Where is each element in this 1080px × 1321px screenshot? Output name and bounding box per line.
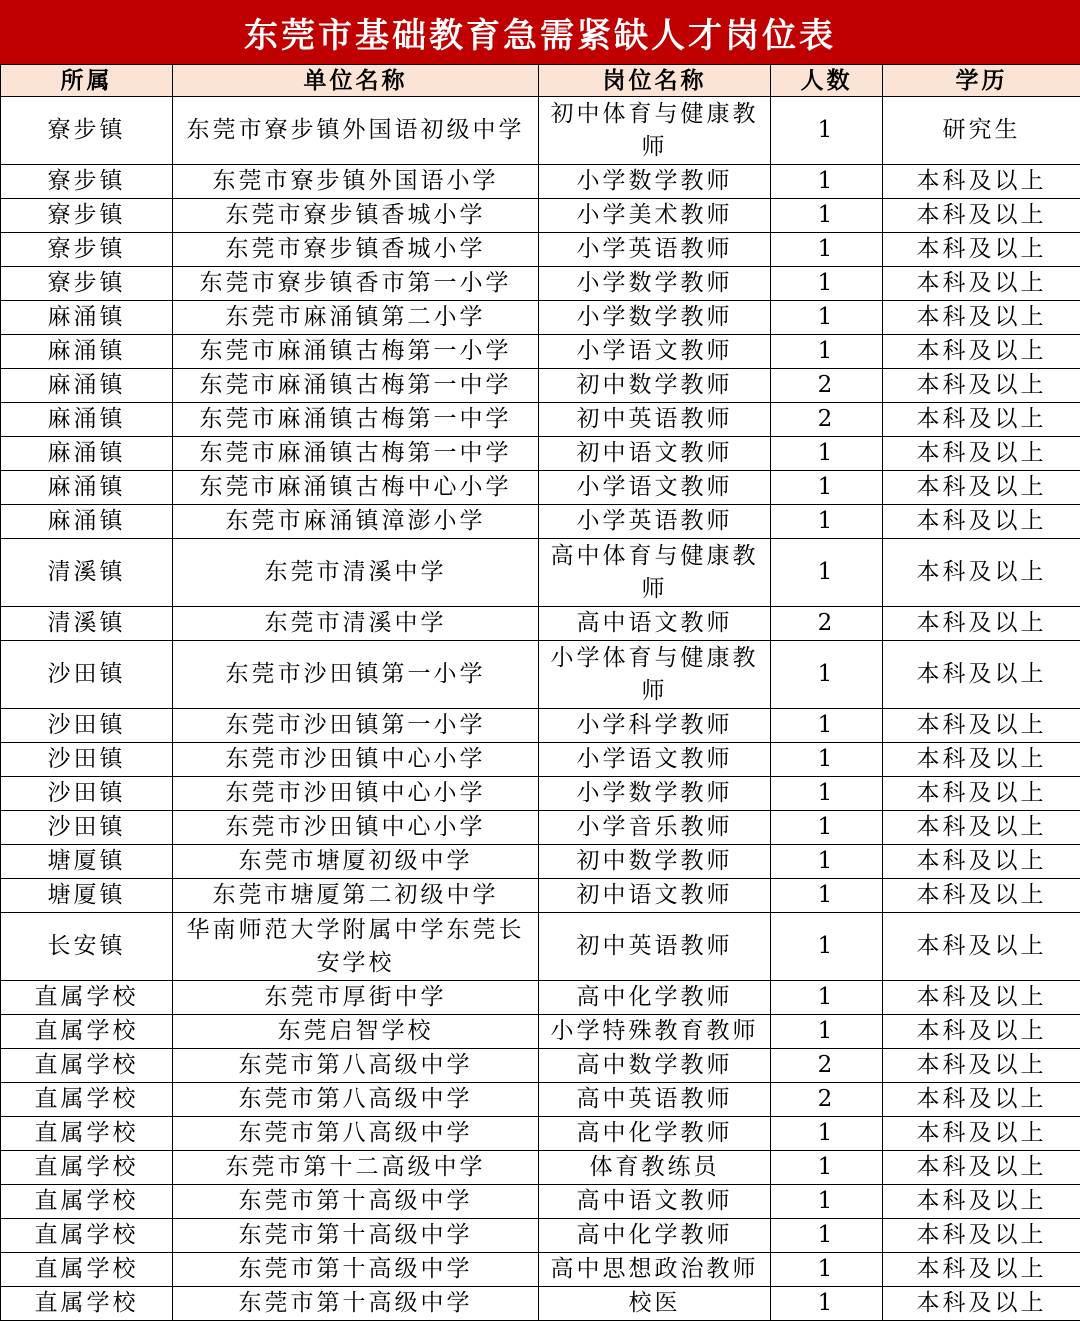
cell-unit-name: 东莞市寮步镇香城小学 [173,199,539,233]
cell-position-name: 初中语文教师 [539,879,771,913]
cell-headcount: 1 [771,913,883,981]
cell-district: 沙田镇 [1,641,173,709]
cell-position-name: 小学数学教师 [539,777,771,811]
table-row [1,335,1080,369]
cell-district: 清溪镇 [1,607,173,641]
cell-district: 沙田镇 [1,777,173,811]
table-row [1,743,1080,777]
cell-headcount: 1 [771,165,883,199]
cell-unit-name: 东莞市寮步镇香城小学 [173,233,539,267]
cell-education: 本科及以上 [883,301,1080,335]
table-row [1,1185,1080,1219]
cell-headcount: 1 [771,505,883,539]
cell-district: 麻涌镇 [1,505,173,539]
cell-unit-name: 东莞市麻涌镇古梅中心小学 [173,471,539,505]
cell-position-name: 初中语文教师 [539,437,771,471]
cell-unit-name: 东莞市塘厦初级中学 [173,845,539,879]
cell-unit-name: 东莞市第十二高级中学 [173,1151,539,1185]
cell-district: 麻涌镇 [1,403,173,437]
cell-unit-name: 东莞市沙田镇第一小学 [173,709,539,743]
cell-district: 麻涌镇 [1,301,173,335]
cell-headcount: 1 [771,845,883,879]
positions-table [0,64,1080,1321]
table-row [1,1117,1080,1151]
table-row [1,539,1080,607]
cell-district: 直属学校 [1,1287,173,1321]
cell-education: 本科及以上 [883,743,1080,777]
cell-headcount: 1 [771,301,883,335]
table-row [1,1151,1080,1185]
cell-position-name: 初中英语教师 [539,403,771,437]
cell-district: 寮步镇 [1,233,173,267]
table-row [1,1219,1080,1253]
cell-district: 直属学校 [1,1185,173,1219]
table-row [1,981,1080,1015]
header-unit-name: 单位名称 [173,65,539,97]
cell-district: 直属学校 [1,1253,173,1287]
cell-position-name: 高中数学教师 [539,1049,771,1083]
cell-unit-name: 东莞市清溪中学 [173,607,539,641]
page-title: 东莞市基础教育急需紧缺人才岗位表 [0,0,1080,64]
cell-position-name: 高中语文教师 [539,607,771,641]
cell-unit-name: 东莞市沙田镇中心小学 [173,777,539,811]
cell-headcount: 1 [771,1117,883,1151]
table-row [1,777,1080,811]
table-body [1,97,1080,1321]
header-district: 所属 [1,65,173,97]
cell-position-name: 高中化学教师 [539,1219,771,1253]
cell-headcount: 1 [771,267,883,301]
cell-education: 本科及以上 [883,335,1080,369]
cell-headcount: 1 [771,539,883,607]
table-row [1,97,1080,165]
cell-education: 本科及以上 [883,913,1080,981]
table-row [1,165,1080,199]
cell-unit-name: 东莞市寮步镇外国语小学 [173,165,539,199]
cell-headcount: 1 [771,743,883,777]
cell-district: 长安镇 [1,913,173,981]
cell-position-name: 初中英语教师 [539,913,771,981]
cell-position-name: 校医 [539,1287,771,1321]
cell-education: 本科及以上 [883,1049,1080,1083]
cell-headcount: 1 [771,97,883,165]
cell-education: 本科及以上 [883,1015,1080,1049]
cell-district: 直属学校 [1,1117,173,1151]
cell-unit-name: 东莞市寮步镇外国语初级中学 [173,97,539,165]
cell-education: 本科及以上 [883,1117,1080,1151]
cell-education: 本科及以上 [883,879,1080,913]
table-row [1,369,1080,403]
cell-unit-name: 东莞市第十高级中学 [173,1287,539,1321]
cell-position-name: 小学音乐教师 [539,811,771,845]
cell-position-name: 小学语文教师 [539,743,771,777]
cell-district: 直属学校 [1,981,173,1015]
cell-district: 塘厦镇 [1,845,173,879]
cell-district: 直属学校 [1,1151,173,1185]
cell-education: 本科及以上 [883,777,1080,811]
cell-unit-name: 东莞市麻涌镇漳澎小学 [173,505,539,539]
table-row [1,811,1080,845]
cell-education: 本科及以上 [883,471,1080,505]
table-row [1,641,1080,709]
cell-headcount: 2 [771,1083,883,1117]
cell-headcount: 2 [771,1049,883,1083]
cell-unit-name: 东莞市麻涌镇古梅第一中学 [173,369,539,403]
cell-position-name: 小学体育与健康教师 [539,641,771,709]
cell-unit-name: 东莞市沙田镇中心小学 [173,743,539,777]
table-row [1,471,1080,505]
cell-unit-name: 东莞市第八高级中学 [173,1117,539,1151]
cell-headcount: 2 [771,403,883,437]
cell-education: 研究生 [883,97,1080,165]
table-row [1,505,1080,539]
cell-position-name: 小学特殊教育教师 [539,1015,771,1049]
cell-headcount: 1 [771,437,883,471]
cell-education: 本科及以上 [883,267,1080,301]
cell-education: 本科及以上 [883,165,1080,199]
cell-education: 本科及以上 [883,1287,1080,1321]
cell-position-name: 高中体育与健康教师 [539,539,771,607]
cell-position-name: 高中化学教师 [539,981,771,1015]
cell-headcount: 1 [771,777,883,811]
cell-headcount: 1 [771,1151,883,1185]
cell-unit-name: 东莞市沙田镇第一小学 [173,641,539,709]
cell-district: 清溪镇 [1,539,173,607]
cell-position-name: 高中语文教师 [539,1185,771,1219]
cell-district: 直属学校 [1,1015,173,1049]
cell-position-name: 初中数学教师 [539,845,771,879]
cell-district: 直属学校 [1,1049,173,1083]
cell-unit-name: 东莞市第十高级中学 [173,1253,539,1287]
cell-headcount: 1 [771,641,883,709]
cell-district: 麻涌镇 [1,471,173,505]
cell-position-name: 小学英语教师 [539,233,771,267]
table-row [1,403,1080,437]
table-row [1,1083,1080,1117]
cell-unit-name: 东莞市麻涌镇古梅第一中学 [173,437,539,471]
cell-education: 本科及以上 [883,845,1080,879]
cell-headcount: 1 [771,981,883,1015]
cell-position-name: 小学科学教师 [539,709,771,743]
cell-unit-name: 东莞市麻涌镇第二小学 [173,301,539,335]
header-headcount: 人数 [771,65,883,97]
cell-district: 沙田镇 [1,709,173,743]
cell-unit-name: 东莞市麻涌镇古梅第一小学 [173,335,539,369]
table-row [1,437,1080,471]
cell-headcount: 1 [771,335,883,369]
cell-unit-name: 东莞市第八高级中学 [173,1049,539,1083]
cell-district: 寮步镇 [1,97,173,165]
cell-position-name: 小学数学教师 [539,301,771,335]
cell-education: 本科及以上 [883,539,1080,607]
cell-education: 本科及以上 [883,437,1080,471]
table-row [1,879,1080,913]
cell-education: 本科及以上 [883,641,1080,709]
cell-education: 本科及以上 [883,1253,1080,1287]
table-row [1,1049,1080,1083]
cell-education: 本科及以上 [883,709,1080,743]
cell-position-name: 小学语文教师 [539,471,771,505]
table-row [1,845,1080,879]
cell-unit-name: 东莞市清溪中学 [173,539,539,607]
cell-position-name: 小学英语教师 [539,505,771,539]
cell-education: 本科及以上 [883,811,1080,845]
table-row [1,301,1080,335]
cell-district: 塘厦镇 [1,879,173,913]
cell-headcount: 1 [771,879,883,913]
table-row [1,1015,1080,1049]
cell-unit-name: 东莞启智学校 [173,1015,539,1049]
cell-unit-name: 东莞市沙田镇中心小学 [173,811,539,845]
cell-district: 沙田镇 [1,811,173,845]
cell-position-name: 初中体育与健康教师 [539,97,771,165]
cell-education: 本科及以上 [883,199,1080,233]
table-header-row [1,65,1080,97]
table-row [1,709,1080,743]
table-row [1,1287,1080,1321]
cell-unit-name: 东莞市第八高级中学 [173,1083,539,1117]
cell-education: 本科及以上 [883,1151,1080,1185]
cell-unit-name: 华南师范大学附属中学东莞长安学校 [173,913,539,981]
cell-position-name: 高中化学教师 [539,1117,771,1151]
cell-headcount: 1 [771,471,883,505]
cell-education: 本科及以上 [883,607,1080,641]
cell-headcount: 1 [771,1015,883,1049]
cell-education: 本科及以上 [883,369,1080,403]
cell-unit-name: 东莞市厚街中学 [173,981,539,1015]
cell-district: 麻涌镇 [1,437,173,471]
cell-headcount: 1 [771,1219,883,1253]
cell-district: 直属学校 [1,1219,173,1253]
header-position-name: 岗位名称 [539,65,771,97]
cell-headcount: 1 [771,811,883,845]
cell-position-name: 小学数学教师 [539,165,771,199]
table-row [1,267,1080,301]
cell-education: 本科及以上 [883,1185,1080,1219]
cell-education: 本科及以上 [883,1083,1080,1117]
cell-position-name: 体育教练员 [539,1151,771,1185]
cell-unit-name: 东莞市麻涌镇古梅第一中学 [173,403,539,437]
cell-education: 本科及以上 [883,403,1080,437]
cell-education: 本科及以上 [883,981,1080,1015]
cell-position-name: 小学美术教师 [539,199,771,233]
cell-education: 本科及以上 [883,505,1080,539]
cell-education: 本科及以上 [883,1219,1080,1253]
cell-headcount: 1 [771,199,883,233]
cell-headcount: 1 [771,1185,883,1219]
table-row [1,607,1080,641]
table-row [1,1253,1080,1287]
cell-headcount: 1 [771,1287,883,1321]
cell-district: 沙田镇 [1,743,173,777]
cell-position-name: 初中数学教师 [539,369,771,403]
cell-district: 直属学校 [1,1083,173,1117]
cell-position-name: 高中英语教师 [539,1083,771,1117]
table-row [1,913,1080,981]
cell-district: 麻涌镇 [1,335,173,369]
cell-position-name: 小学语文教师 [539,335,771,369]
cell-unit-name: 东莞市第十高级中学 [173,1219,539,1253]
cell-district: 寮步镇 [1,165,173,199]
cell-position-name: 高中思想政治教师 [539,1253,771,1287]
cell-education: 本科及以上 [883,233,1080,267]
cell-headcount: 1 [771,233,883,267]
table-row [1,199,1080,233]
cell-district: 寮步镇 [1,199,173,233]
cell-unit-name: 东莞市寮步镇香市第一小学 [173,267,539,301]
cell-headcount: 2 [771,607,883,641]
cell-position-name: 小学数学教师 [539,267,771,301]
cell-unit-name: 东莞市第十高级中学 [173,1185,539,1219]
table-row [1,233,1080,267]
header-education: 学历 [883,65,1080,97]
cell-headcount: 2 [771,369,883,403]
cell-unit-name: 东莞市塘厦第二初级中学 [173,879,539,913]
cell-district: 麻涌镇 [1,369,173,403]
cell-headcount: 1 [771,709,883,743]
cell-district: 寮步镇 [1,267,173,301]
cell-headcount: 1 [771,1253,883,1287]
